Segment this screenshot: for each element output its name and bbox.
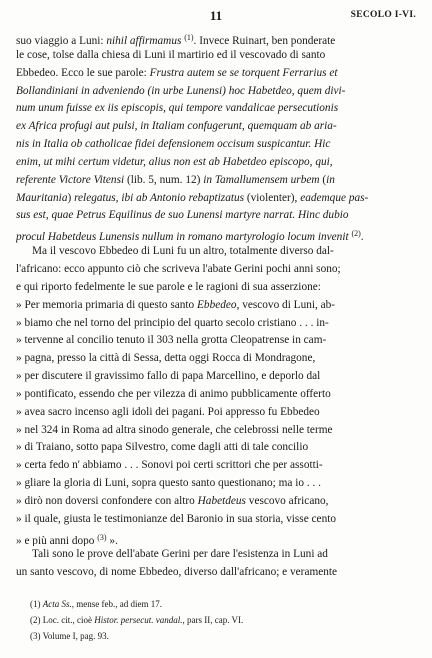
text-line xyxy=(16,65,420,83)
text-segment: in xyxy=(326,173,335,186)
running-head: SECOLO I-VI. xyxy=(350,10,416,20)
footnote-ref: (2) xyxy=(351,229,361,239)
text-segment: (3) Volume I, pag. 93. xyxy=(30,631,109,641)
text-line xyxy=(16,493,420,511)
text-line xyxy=(16,29,420,47)
text-line xyxy=(16,279,420,297)
text-segment: Bollandiniani in adveniendo (in urbe Lunensi) hoc Habetdeo, quem divi- xyxy=(16,84,346,97)
text-segment: vescovo africano, xyxy=(245,494,329,507)
text-line xyxy=(16,350,420,368)
text-segment: » tervenne al concilio tenuto il 303 nella grotta Cleopatrense in cam- xyxy=(16,334,327,347)
text-line xyxy=(16,243,420,261)
text-segment: . xyxy=(360,231,364,244)
text-segment: , pars II, cap. VI. xyxy=(182,615,244,625)
body-text xyxy=(16,29,420,582)
text-segment: Histor. persecut. vandal. xyxy=(94,615,183,625)
text-line xyxy=(16,136,420,154)
text-segment: relegatus, ibi ab Antonio rebaptizatus xyxy=(74,191,245,204)
text-line xyxy=(16,225,420,243)
text-segment: , mense feb., ad diem 17. xyxy=(71,599,162,609)
text-line xyxy=(16,386,420,404)
text-segment: le cose, tolse dalla chiesa di Luni il martirio ed il vescovado di santo xyxy=(16,48,326,61)
text-line xyxy=(16,118,420,136)
page-number: 11 xyxy=(209,8,223,23)
text-segment: » per discutere il gravissimo fallo di papa Marcellino, e deporlo dal xyxy=(16,370,321,383)
text-line xyxy=(16,511,420,529)
text-segment: l'africano: ecco appunto ciò che scriveva l'abate Gerini pochi anni sono; xyxy=(16,262,341,275)
text-segment: Ebbedeo. Ecco le sue parole: xyxy=(16,66,150,79)
text-line xyxy=(16,422,420,440)
text-line xyxy=(16,529,420,547)
text-segment: (1) xyxy=(30,599,43,609)
text-segment: Habetdeus xyxy=(197,494,246,507)
footnote-ref: (1) xyxy=(184,33,194,42)
text-segment: » Per memoria primaria di questo santo xyxy=(16,298,198,311)
footnote xyxy=(30,628,420,644)
text-line xyxy=(16,261,420,279)
page-header xyxy=(0,8,432,24)
text-segment: nihil affirmamus xyxy=(106,35,182,47)
text-line xyxy=(16,297,420,315)
footnote-ref: (3) xyxy=(97,532,107,542)
text-segment: eademque pas- xyxy=(300,191,369,204)
text-segment: » gliare la gloria di Luni, sopra questo santo questionano; ma io . . . xyxy=(16,477,321,490)
text-segment: ». xyxy=(106,534,118,547)
text-segment: in Tamallumensem urbem xyxy=(203,173,320,186)
text-segment: » pagna, presso la città di Sessa, detta oggi Rocca di Mondragone, xyxy=(16,352,316,365)
text-line xyxy=(16,564,420,582)
text-line xyxy=(16,47,420,65)
text-segment: » dirò non doversi confondere con altro xyxy=(16,494,198,507)
text-line xyxy=(16,332,420,350)
text-line xyxy=(16,154,420,172)
text-segment: Ma il vescovo Ebbedeo di Luni fu un altro, totalmente diverso dal- xyxy=(32,245,334,258)
text-line xyxy=(16,439,420,457)
text-segment: num unum fuisse ex iis episcopis, qui tempore vandalicae persecutionis xyxy=(16,102,339,115)
text-segment: referente Victore Vitensi xyxy=(16,173,125,186)
text-line xyxy=(16,457,420,475)
text-segment: (lib. 5, num. 12) xyxy=(124,173,204,186)
text-segment: » di Traiano, sotto papa Silvestro, come dagli atti di tale concilio xyxy=(16,441,309,454)
text-segment: Tali sono le prove dell'abate Gerini per dare l'esistenza in Luni ad xyxy=(32,548,328,561)
text-segment: Acta Ss. xyxy=(42,599,72,609)
text-segment: procul Habetdeus Lunensis nullum in romano martyrologio locum invenit xyxy=(16,231,349,244)
text-line xyxy=(16,83,420,101)
text-segment: . Invece Ruinart, ben ponderate xyxy=(193,35,336,47)
text-segment: » e più anni dopo xyxy=(16,534,98,547)
text-segment: » il quale, giusta le testimonianze del Baronio in sua storia, visse cento xyxy=(16,512,337,525)
text-segment: » certa fedo n' abbiamo . . . Sonovi poi certi scrittori che per assotti- xyxy=(16,459,323,472)
footnote xyxy=(30,612,420,628)
text-segment: nis in Italia ob catholicae fidei defensionem occisum suspicantur. Hic xyxy=(16,138,331,151)
text-segment: ( xyxy=(319,173,327,186)
text-segment: » pontificato, essendo che per vilezza di animo pubblicamente offerto xyxy=(16,387,331,400)
text-segment: Ebbedeo xyxy=(197,298,237,311)
text-segment: enim, ut mihi certum videtur, alius non est ab Habetdeo episcopo, qui, xyxy=(16,155,333,168)
text-line xyxy=(16,368,420,386)
text-segment: » biamo che nel torno del principio del quarto secolo cristiano . . . in- xyxy=(16,316,329,329)
text-segment: ex Africa profugi aut pulsi, in Italiam confugerunt, quemquam ab aria- xyxy=(16,120,337,133)
text-segment: , vescovo di Luni, ab- xyxy=(236,298,336,311)
text-segment: » nel 324 in Roma ad altra sinodo generale, che celebrossi nelle terme xyxy=(16,423,333,436)
text-line xyxy=(16,100,420,118)
text-segment: ) xyxy=(67,191,75,204)
text-segment: (2) Loc. cit., cioè xyxy=(30,615,95,625)
text-segment: Mauritania xyxy=(16,191,68,204)
text-segment: suo viaggio a Luni: xyxy=(16,35,107,47)
text-line xyxy=(16,315,420,333)
text-line xyxy=(16,207,420,225)
text-line xyxy=(16,404,420,422)
footnote xyxy=(30,596,420,612)
text-line xyxy=(16,190,420,208)
text-segment: e qui riporto fedelmente le sue parole e le ragioni di sua asserzione: xyxy=(16,280,321,293)
text-segment: un santo vescovo, di nome Ebbedeo, diverso dall'africano; e veramente xyxy=(16,566,338,579)
footnotes xyxy=(30,596,420,644)
text-line xyxy=(16,546,420,564)
text-line xyxy=(16,172,420,190)
text-segment: Frustra autem se se torquent Ferrarius et xyxy=(149,66,338,79)
text-segment: » avea sacro incenso agli idoli dei pagani. Poi appresso fu Ebbedeo xyxy=(16,405,320,418)
text-line xyxy=(16,475,420,493)
text-segment: sus est, quae Petrus Equilinus de suo Lunensi martyre narrat. Hinc dubio xyxy=(16,209,349,222)
text-segment: (violenter), xyxy=(244,191,301,204)
